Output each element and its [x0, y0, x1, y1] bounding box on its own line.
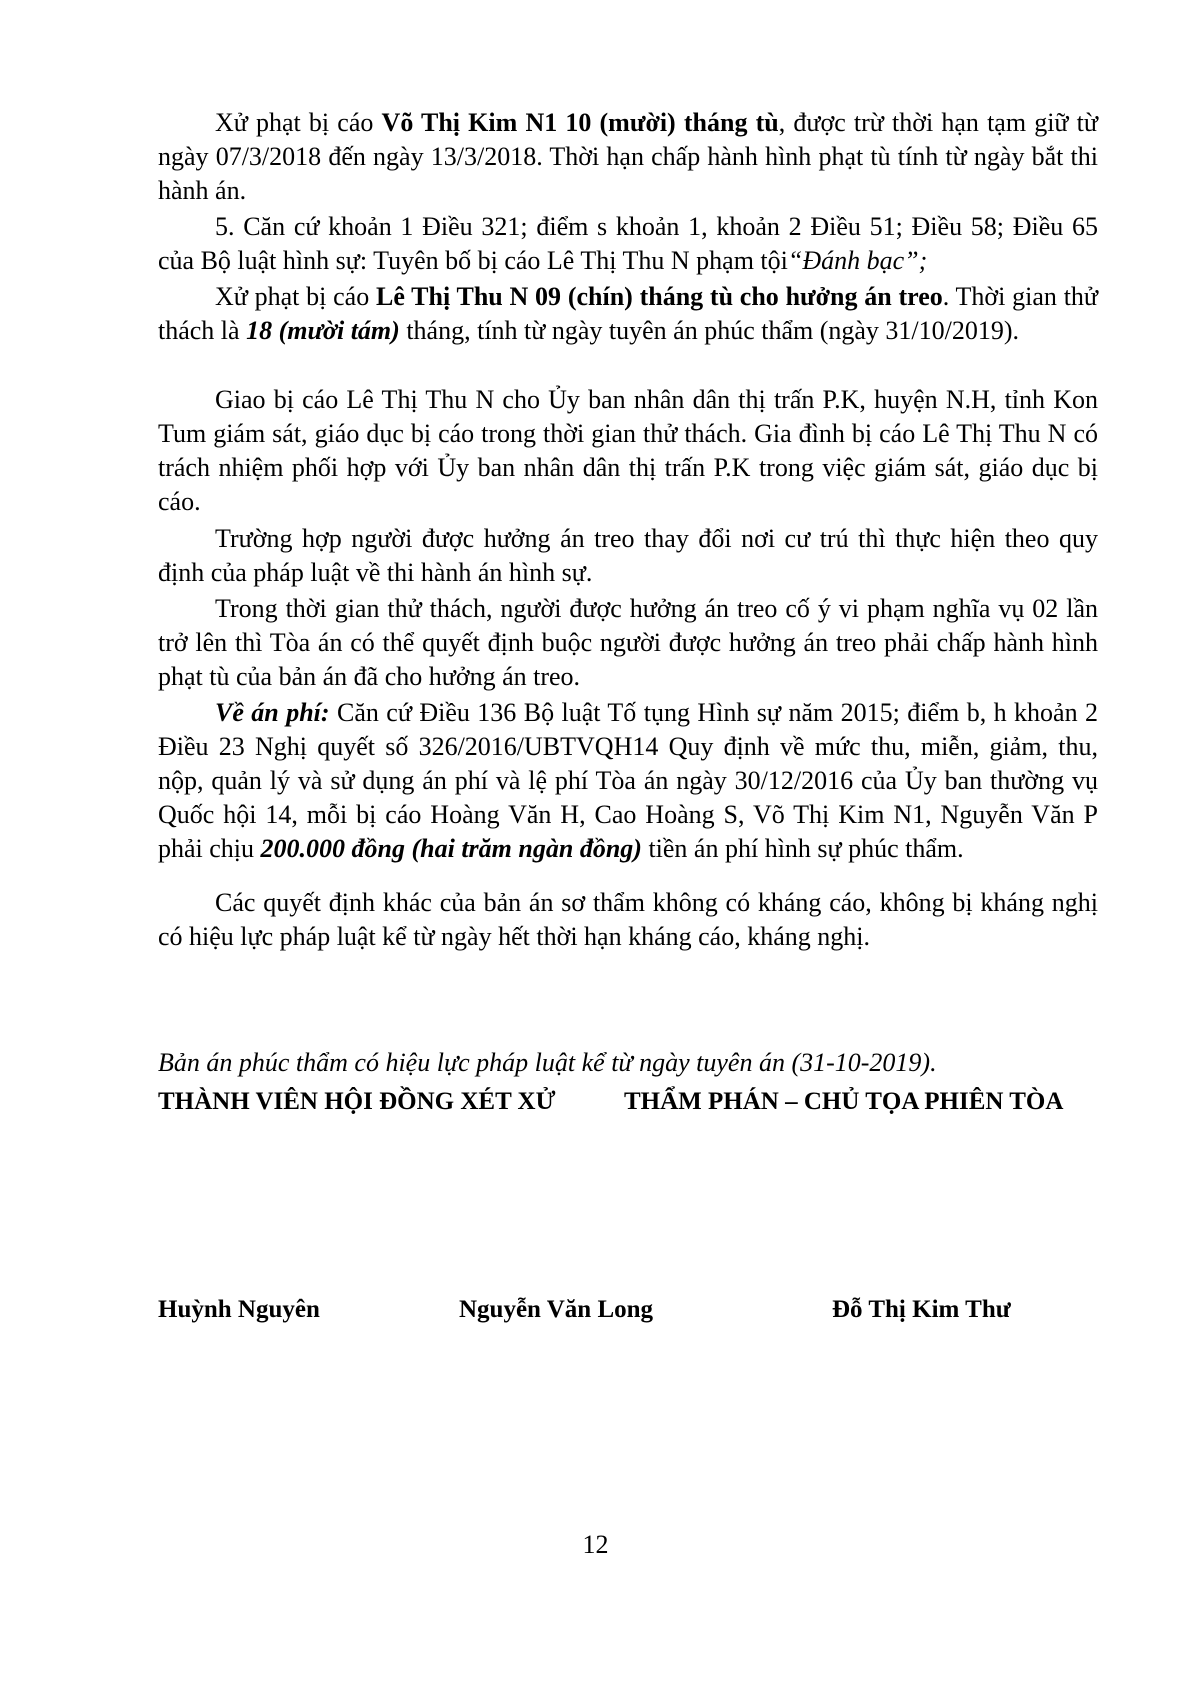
- para3-prefix: Xử phạt bị cáo: [215, 282, 376, 311]
- paragraph-legal-basis-thu-n: [158, 210, 1098, 278]
- paragraph-supervision: Giao bị cáo Lê Thị Thu N cho Ủy ban nhân dân thị trấn P.K, huyện N.H, tỉnh Kon Tum giám sát, giáo dục bị cáo trong thời gian thử thách. Gia đình bị cáo Lê Thị Thu N có trách nhiệm phối hợp với Ủy ban nhân dân thị trấn P.K trong việc giám sát, giáo dục bị cáo.: [158, 385, 1098, 516]
- signature-name: Nguyễn Văn Long: [459, 1296, 654, 1323]
- para1-prefix: Xử phạt bị cáo: [215, 108, 382, 137]
- para3-bold-italic: 18 (mười tám): [246, 316, 400, 345]
- paragraph-sentence-thu-n: [158, 280, 1098, 348]
- court-fees-heading: Về án phí:: [215, 698, 330, 727]
- members-title: THÀNH VIÊN HỘI ĐỒNG XÉT XỬ: [158, 1088, 556, 1115]
- paragraph-probation-violation: Trong thời gian thử thách, người được hưởng án treo cố ý vi phạm nghĩa vụ 02 lần trở lên thì Tòa án có thể quyết định buộc người được hưởng án treo phải chấp hành hình phạt tù của bản án đã cho hưởng án treo.: [158, 594, 1098, 691]
- paragraph-residence-change: Trường hợp người được hưởng án treo thay đổi nơi cư trú thì thực hiện theo quy định của pháp luật về thi hành án hình sự.: [158, 524, 1098, 587]
- para1-bold: Võ Thị Kim N1 10 (mười) tháng tù: [381, 108, 779, 137]
- para3-bold: Lê Thị Thu N 09 (chín) tháng tù cho hưởng án treo: [376, 282, 943, 311]
- presiding-judge-title: THẨM PHÁN – CHỦ TỌA PHIÊN TÒA: [624, 1088, 1064, 1115]
- page-number: 12: [582, 1530, 609, 1559]
- para3-middle: . Thời gian thử thách là: [158, 282, 1099, 345]
- paragraph-sentence-kim-n1: [158, 106, 1098, 208]
- signature-name: Huỳnh Nguyên: [158, 1296, 320, 1323]
- paragraph-other-decisions: Các quyết định khác của bản án sơ thẩm không có kháng cáo, không bị kháng nghị có hiệu lực pháp luật kể từ ngày hết thời hạn kháng cáo, kháng nghị.: [158, 888, 1098, 951]
- paragraph-court-fees: [158, 696, 1098, 866]
- effect-date-line: Bản án phúc thẩm có hiệu lực pháp luật kể từ ngày tuyên án (31-10-2019).: [158, 1048, 937, 1077]
- court-fee-amount: 200.000 đồng (hai trăm ngàn đồng): [260, 834, 642, 863]
- para1-suffix: , được trừ thời hạn tạm giữ từ ngày 07/3/2018 đến ngày 13/3/2018. Thời hạn chấp hành hình phạt tù tính từ ngày bắt thi hành án.: [158, 108, 1098, 205]
- para7-text: Căn cứ Điều 136 Bộ luật Tố tụng Hình sự năm 2015; điểm b, h khoản 2 Điều 23 Nghị quyết số 326/2016/UBTVQH14 Quy định về mức thu, miễn, giảm, thu, nộp, quản lý và sử dụng án phí và lệ phí Tòa án ngày 30/12/2016 của Ủy ban thường vụ Quốc hội 14, mỗi bị cáo Hoàng Văn H, Cao Hoàng S, Võ Thị Kim N1, Nguyễn Văn P phải chịu: [158, 698, 1099, 863]
- para7-suffix: tiền án phí hình sự phúc thẩm.: [641, 834, 964, 863]
- signature-name: Đỗ Thị Kim Thư: [832, 1296, 1011, 1323]
- para2-italic: “Đánh bạc”;: [787, 246, 928, 275]
- para3-suffix: tháng, tính từ ngày tuyên án phúc thẩm (ngày 31/10/2019).: [399, 316, 1020, 345]
- para2-text: 5. Căn cứ khoản 1 Điều 321; điểm s khoản 1, khoản 2 Điều 51; Điều 58; Điều 65 của Bộ luật hình sự: Tuyên bố bị cáo Lê Thị Thu N phạm tội: [158, 212, 1098, 275]
